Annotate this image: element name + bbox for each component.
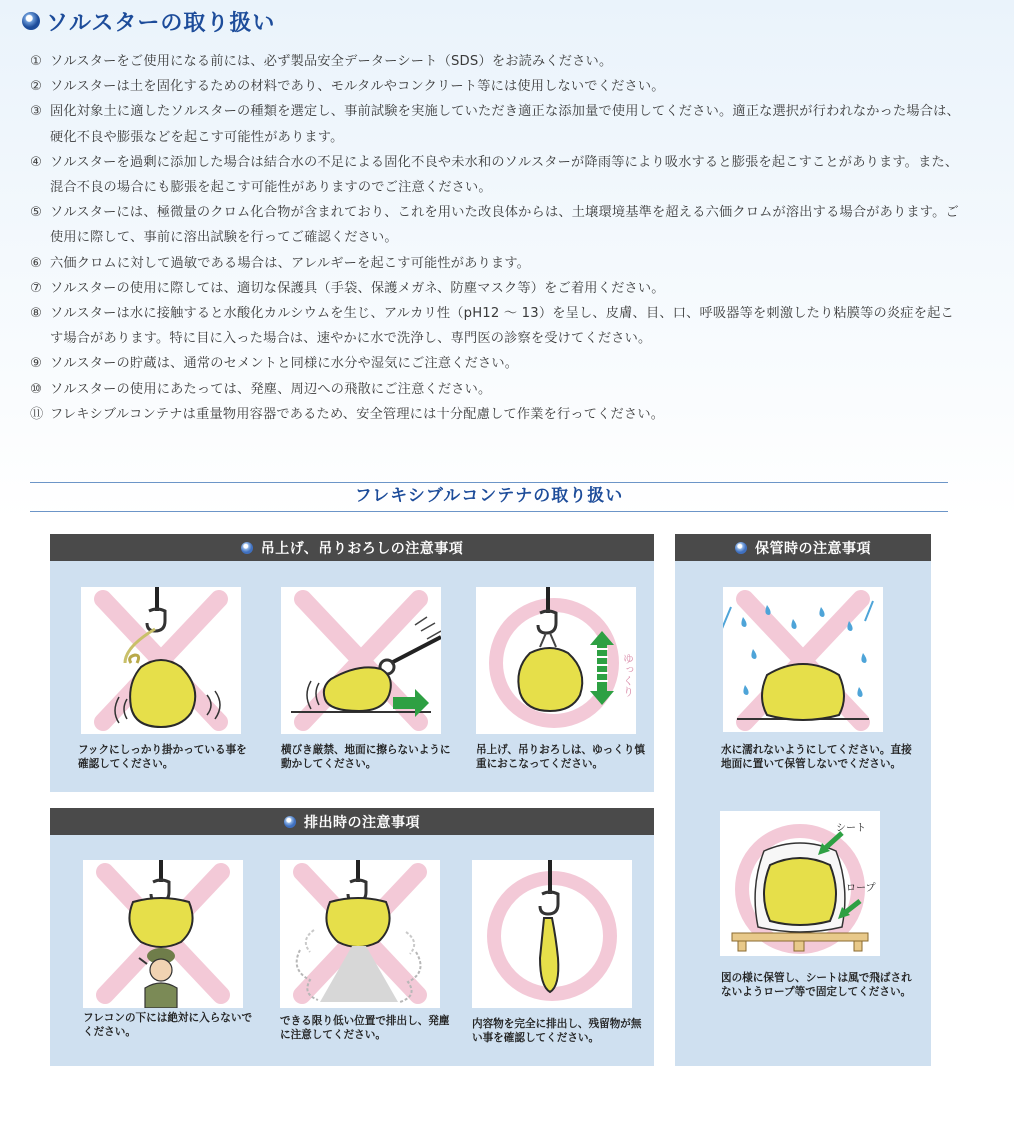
- storage-caption-1: 水に濡れないようにしてください。直接地面に置いて保管しないでください。: [721, 744, 912, 770]
- low-discharge-illustration: [280, 860, 440, 1008]
- slow-lift-illustration: [476, 587, 636, 734]
- storage-panel-title: 保管時の注意事項: [755, 540, 871, 557]
- covered-storage-illustration: [720, 811, 880, 956]
- section-rule-bottom: [30, 511, 948, 512]
- discharge-caption-3: 内容物を完全に排出し、残留物が無い事を確認してください。: [472, 1018, 642, 1044]
- note-item: [30, 49, 965, 74]
- lifting-panel-title: 吊上げ、吊りおろしの注意事項: [260, 540, 464, 557]
- note-number: ④: [30, 154, 42, 170]
- note-number: ⑤: [30, 205, 42, 221]
- section-title: フレキシブルコンテナの取り扱い: [354, 486, 624, 506]
- hook-check-illustration: [81, 587, 241, 734]
- note-text: ソルスターの使用に際しては、適切な保護具（手袋、保護メガネ、防塵マスク等）をご着用ください。: [50, 280, 665, 296]
- note-item: [30, 150, 965, 200]
- note-text: ソルスターには、極微量のクロム化合物が含まれており、これを用いた改良体からは、土壌環境基準を超える六価クロムが溶出する場合があります。ご使用に際して、事前に溶出試験を行ってご確認ください。: [50, 205, 959, 246]
- note-item: [30, 200, 965, 250]
- note-number: ⑧: [30, 306, 42, 322]
- discharge-caption-2: できる限り低い位置で排出し、発塵に注意してください。: [280, 1015, 450, 1041]
- section-rule-top: [30, 482, 948, 483]
- note-text: ソルスターの使用にあたっては、発塵、周辺への飛散にご注意ください。: [50, 381, 492, 397]
- note-item: [30, 74, 965, 99]
- note-text: ソルスターを過剰に添加した場合は結合水の不足による固化不良や未水和のソルスターが降雨等により吸水すると膨張を起こすことがあります。また、混合不良の場合にも膨張を起こす可能性がありますのでご注意ください。: [50, 154, 959, 196]
- circle-bullet-icon: [241, 542, 253, 554]
- note-text: ソルスターの貯蔵は、通常のセメントと同様に水分や湿気にご注意ください。: [50, 356, 519, 372]
- note-item: [30, 99, 965, 149]
- note-text: ソルスターをご使用になる前には、必ず製品安全データーシート（SDS）をお読みください。: [50, 54, 613, 69]
- note-text: 固化対象土に適したソルスターの種類を選定し、事前試験を実施していただき適正な添加量で使用してください。適正な選択が行われなかった場合は、硬化不良や膨張などを起こす可能性があります。: [50, 104, 960, 145]
- fully-empty-illustration: [472, 860, 632, 1008]
- sheet-label: シート: [836, 823, 866, 834]
- note-text: フレキシブルコンテナは重量物用容器であるため、安全管理には十分配慮して作業を行ってください。: [50, 406, 665, 422]
- storage-panel: [675, 534, 931, 1066]
- lifting-caption-1: フックにしっかり掛かっている事を確認してください。: [78, 744, 247, 770]
- discharge-panel: [50, 808, 654, 1066]
- keep-dry-illustration: [723, 587, 883, 732]
- note-item: [30, 276, 965, 301]
- drag-warning-illustration: [281, 587, 441, 734]
- page-title-text: ソルスターの取り扱い: [46, 10, 276, 36]
- note-number: ②: [30, 79, 42, 95]
- circle-bullet-icon: [284, 816, 296, 828]
- note-text: 六価クロムに対して過敏である場合は、アレルギーを起こす可能性があります。: [50, 255, 531, 271]
- note-item: [30, 351, 965, 376]
- note-number: ⑥: [30, 255, 42, 271]
- note-item: [30, 251, 965, 276]
- note-item: [30, 301, 965, 351]
- discharge-panel-header: [50, 808, 654, 835]
- lifting-panel: [50, 534, 654, 792]
- lifting-caption-3: 吊上げ、吊りおろしは、ゆっくり慎重におこなってください。: [476, 744, 645, 770]
- lifting-panel-header: [50, 534, 654, 561]
- note-text: ソルスターは土を固化するための材料であり、モルタルやコンクリート等には使用しないでください。: [50, 79, 665, 95]
- storage-caption-2: 図の様に保管し、シートは風で飛ばされないようロープ等で固定してください。: [721, 972, 912, 998]
- note-number: ⑦: [30, 280, 42, 296]
- no-standing-under-illustration: [83, 860, 243, 1008]
- note-number: ⑪: [30, 406, 44, 422]
- note-item: [30, 377, 965, 402]
- discharge-panel-title: 排出時の注意事項: [304, 814, 420, 831]
- rope-label: ロープ: [846, 883, 876, 894]
- note-text: ソルスターは水に接触すると水酸化カルシウムを生じ、アルカリ性（pH12 ～ 13）を呈し、皮膚、目、口、呼吸器等を刺激したり粘膜等の炎症を起こす場合があります。特に目に入った場合は、速やかに水で洗浄し、専門医の診察を受けてください。: [50, 306, 954, 347]
- note-number: ③: [30, 104, 42, 120]
- page-title: [22, 6, 275, 36]
- slow-label: ゆっくり: [621, 653, 635, 697]
- note-number: ⑨: [30, 356, 42, 372]
- note-number: ①: [30, 54, 42, 69]
- circle-bullet-icon: [735, 542, 747, 554]
- discharge-caption-1: フレコンの下には絶対に入らないでください。: [83, 1012, 253, 1038]
- handling-notes-list: [30, 49, 965, 427]
- circle-bullet-icon: [22, 12, 40, 30]
- note-number: ⑩: [30, 381, 42, 397]
- storage-panel-header: [675, 534, 931, 561]
- lifting-caption-2: 横びき厳禁、地面に擦らないように動かしてください。: [281, 744, 451, 770]
- note-item: [30, 402, 965, 427]
